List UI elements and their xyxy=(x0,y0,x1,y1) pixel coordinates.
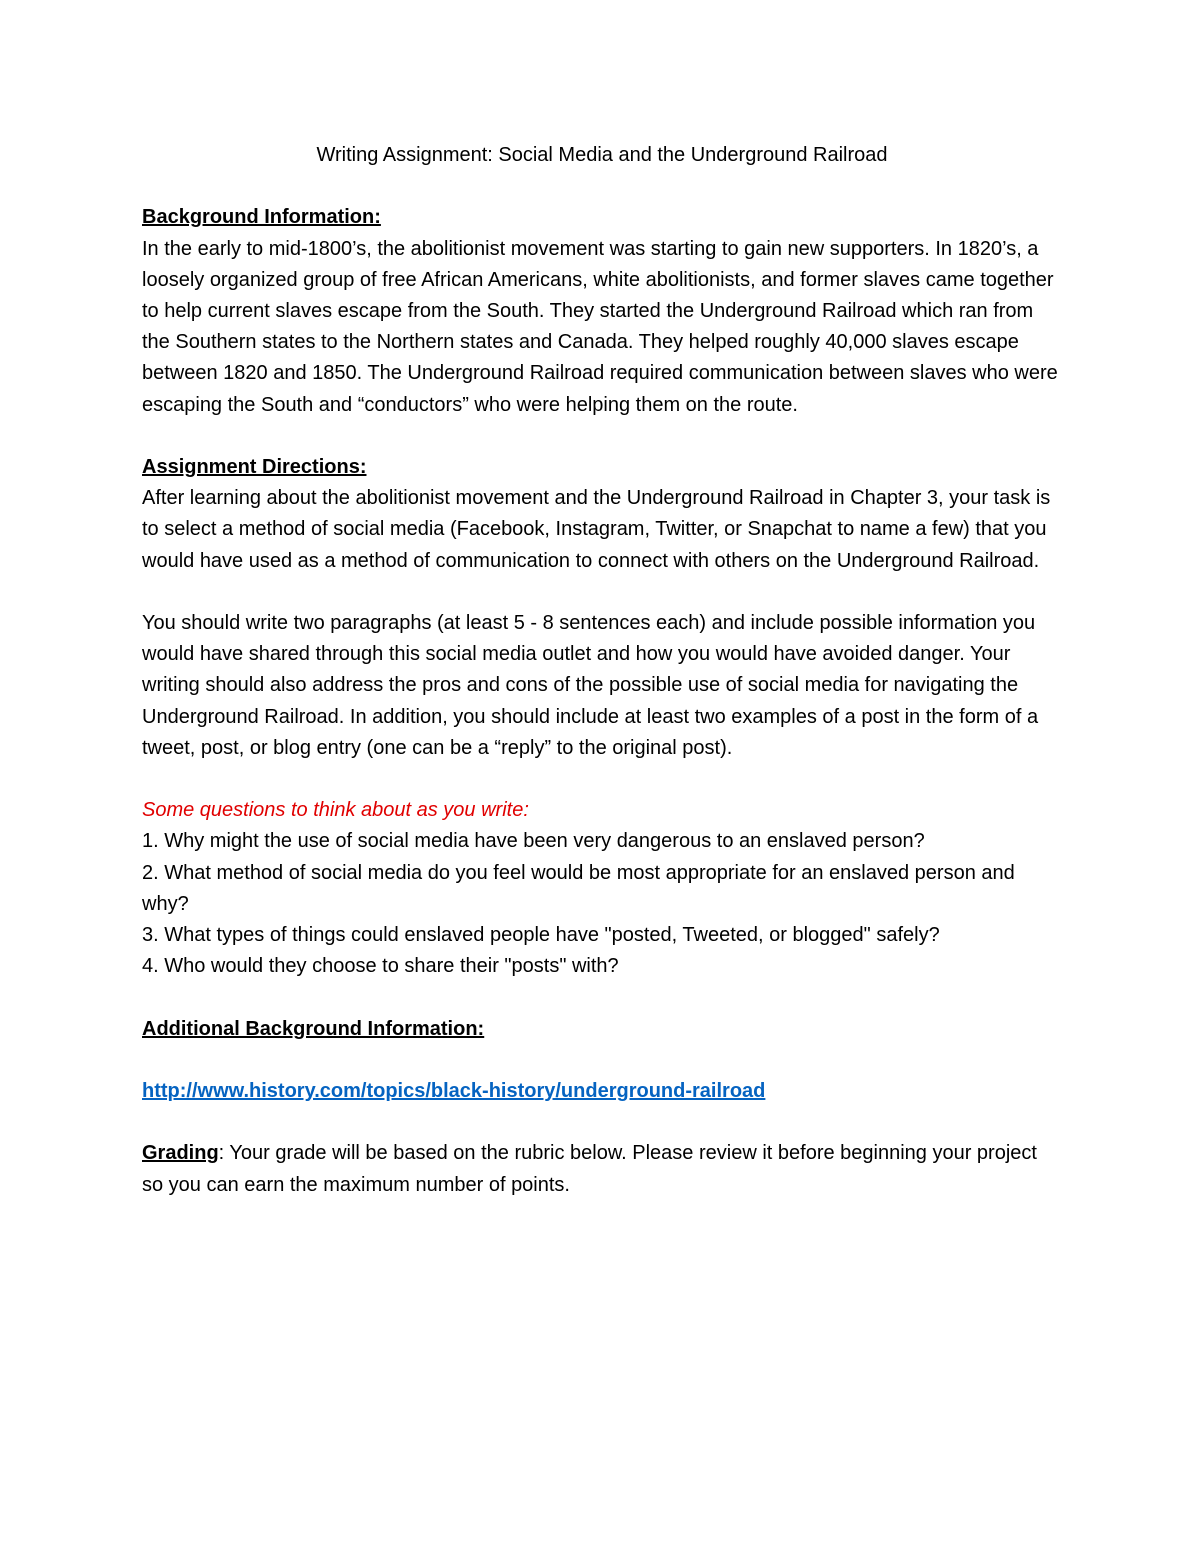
question-item: 2. What method of social media do you feel would be most appropriate for an enslaved person and why? xyxy=(142,861,1015,915)
spacer xyxy=(142,421,1062,452)
directions-paragraph-2: You should write two paragraphs (at least 5 - 8 sentences each) and include possible information you would have shared through this social media outlet and how you would have avoided danger. Your writing should also address the pros and cons of the possible use of social media for navigating the Underground Railroad. In addition, you should include at least two examples of a post in the form of a tweet, post, or blog entry (one can be a “reply” to the original post). xyxy=(142,612,1039,759)
link-line xyxy=(142,1076,1062,1107)
document-title: Writing Assignment: Social Media and the Underground Railroad xyxy=(316,144,888,166)
spacer xyxy=(142,982,1062,1013)
questions-list xyxy=(142,826,1062,982)
questions-intro: Some questions to think about as you write: xyxy=(142,799,529,822)
grading-text: : Your grade will be based on the rubric below. Please review it before beginning your project so you can earn the maximum number of points. xyxy=(142,1142,1037,1196)
spacer xyxy=(142,764,1062,795)
background-heading: Background Information: xyxy=(142,206,381,229)
question-item: 1. Why might the use of social media have been very dangerous to an enslaved person? xyxy=(142,830,925,853)
spacer xyxy=(142,1107,1062,1138)
question-item: 4. Who would they choose to share their "posts" with? xyxy=(142,955,619,978)
document-page xyxy=(142,140,1062,1201)
background-paragraph: In the early to mid-1800’s, the abolitionist movement was starting to gain new supporters. In 1820’s, a loosely organized group of free African Americans, white abolitionists, and former slaves came together to help current slaves escape from the South. They started the Underground Railroad which ran from the Southern states to the Northern states and Canada. They helped roughly 40,000 slaves escape between 1820 and 1850. The Underground Railroad required communication between slaves who were escaping the South and “conductors” who were helping them on the route. xyxy=(142,237,1058,416)
additional-heading: Additional Background Information: xyxy=(142,1017,485,1040)
history-link[interactable]: http://www.history.com/topics/black-history/underground-railroad xyxy=(142,1080,766,1102)
grading-paragraph xyxy=(142,1138,1062,1200)
directions-paragraph-1: After learning about the abolitionist movement and the Underground Railroad in Chapter 3, your task is to select a method of social media (Facebook, Instagram, Twitter, or Snapchat to name a few) that you would have used as a method of communication to connect with others on the Underground Railroad. xyxy=(142,487,1051,572)
spacer xyxy=(142,1045,1062,1076)
question-item: 3. What types of things could enslaved people have "posted, Tweeted, or blogged" safely? xyxy=(142,924,940,947)
directions-heading: Assignment Directions: xyxy=(142,456,367,478)
grading-label: Grading xyxy=(142,1142,219,1165)
spacer xyxy=(142,577,1062,608)
